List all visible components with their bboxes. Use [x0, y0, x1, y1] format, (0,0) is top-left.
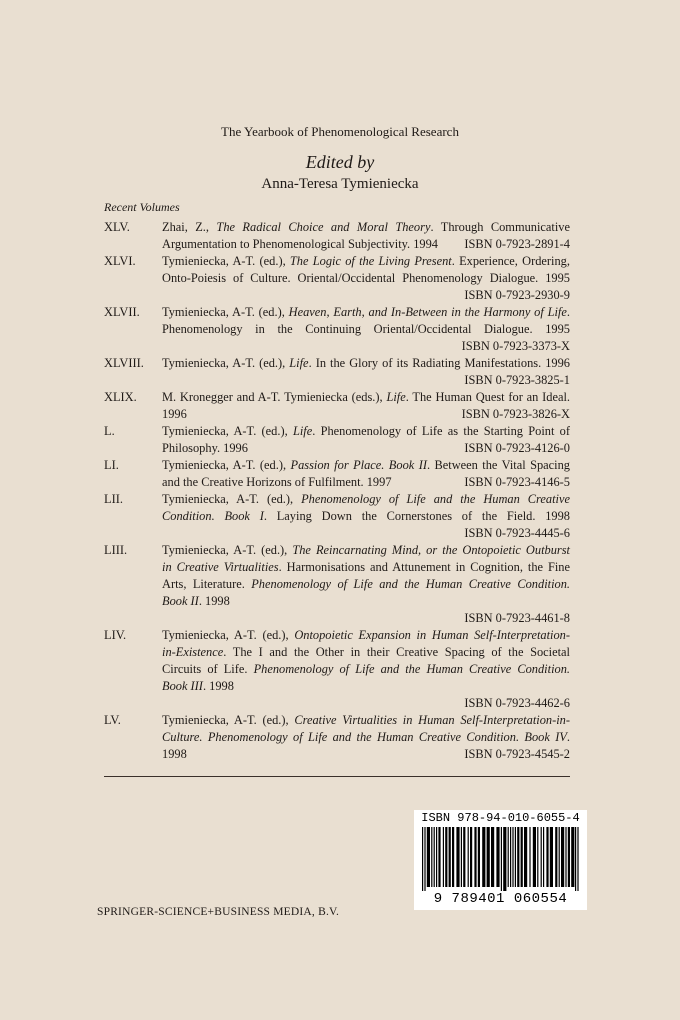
volume-entry [104, 491, 570, 542]
volume-line [162, 729, 570, 746]
volume-isbn: ISBN 0-7923-4146-5 [464, 475, 570, 489]
volume-line-text [162, 406, 187, 423]
barcode-bar [456, 827, 459, 887]
volume-number: L. [104, 424, 115, 438]
volume-title-italic: in-Existence [162, 645, 224, 659]
volume-title-italic: Creative Virtualities in Human Self-Interpretation-in- [294, 713, 570, 727]
volume-description [162, 491, 570, 542]
barcode-bar [533, 827, 536, 887]
volume-text: Onto-Poiesis of Culture. Oriental/Occidental Phenomenology Dialogue. 1995 [162, 271, 570, 285]
barcode-bar [550, 827, 553, 887]
volume-title-italic: Culture. Phenomenology of Life and the Human Creative Condition. Book IV [162, 730, 567, 744]
volume-line [162, 474, 570, 491]
volume-title-italic: Book III [162, 679, 203, 693]
volume-isbn: ISBN 0-7923-4126-0 [464, 441, 570, 455]
volume-line [162, 661, 570, 678]
volume-line [162, 559, 570, 576]
volume-line-text [162, 440, 248, 457]
volume-line [162, 457, 570, 474]
volume-title-italic: Life [386, 390, 406, 404]
volume-text: Tymieniecka, A-T. (ed.), [162, 305, 289, 319]
volume-text: Tymieniecka, A-T. (ed.), [162, 356, 290, 370]
volume-entry [104, 219, 570, 253]
volume-title-italic: Phenomenology of Life and the Human Creative Condition. [251, 577, 571, 591]
volume-number: LI. [104, 458, 119, 472]
barcode-bar [443, 827, 444, 887]
volume-line [162, 253, 570, 270]
volume-text: . Phenomenology of Life as the Starting Point of [312, 424, 570, 438]
volume-text: . Through Communicative [430, 220, 570, 234]
barcode-bar [555, 827, 557, 887]
volume-title-italic: Phenomenology of Life and the Human Creative [301, 492, 570, 506]
barcode-digits: 9 789401 060554 [433, 891, 568, 907]
volume-number: XLIX. [104, 390, 137, 404]
volume-isbn: ISBN 0-7923-3373-X [461, 339, 570, 353]
barcode-bar [561, 827, 564, 887]
volume-entry [104, 355, 570, 389]
volume-text: 1998 [162, 747, 187, 761]
volume-description [162, 712, 570, 763]
volume-title-italic: Life [292, 424, 313, 438]
barcode-bars [420, 827, 581, 891]
volume-title-italic: Passion for Place. Book II [290, 458, 427, 472]
volume-entry [104, 542, 570, 627]
divider-rule [104, 776, 570, 777]
volume-text: Tymieniecka, A-T. (ed.), [162, 424, 293, 438]
volume-description [162, 219, 570, 253]
volume-isbn: ISBN 0-7923-4461-8 [464, 611, 570, 625]
barcode-bar [436, 827, 437, 887]
barcode-bar [510, 827, 511, 887]
barcode-bar [524, 827, 527, 887]
barcode-bar [565, 827, 566, 887]
barcode-bar [577, 827, 578, 891]
volume-text: 1996 [162, 407, 187, 421]
barcode-bar [482, 827, 485, 887]
barcode-bar [431, 827, 432, 887]
volume-entry [104, 389, 570, 423]
volume-isbn: ISBN 0-7923-4462-6 [464, 696, 570, 710]
barcode-bar [543, 827, 544, 887]
volume-entry [104, 712, 570, 763]
volume-line [162, 219, 570, 236]
barcode-bar [512, 827, 513, 887]
volume-text: . In the Glory of its Radiating Manifestations. 1996 [308, 356, 570, 370]
barcode-bar [438, 827, 440, 887]
volume-line [162, 542, 570, 559]
volume-line [162, 236, 570, 253]
volume-text: . Harmonisations and Attunement in Cognition, the Fine [278, 560, 570, 574]
barcode-bar [521, 827, 523, 887]
volume-entry [104, 304, 570, 355]
barcode-bar [541, 827, 542, 887]
volume-text: Tymieniecka, A-T. (ed.), [162, 543, 293, 557]
volume-text: Tymieniecka, A-T. (ed.), [162, 458, 291, 472]
barcode-bar [434, 827, 435, 887]
volume-number: LV. [104, 713, 121, 727]
volume-text: and the Creative Horizons of Fulfilment. 1997 [162, 475, 392, 489]
barcode-bar [559, 827, 560, 887]
barcode-bar [452, 827, 454, 887]
volume-line [162, 406, 570, 423]
volume-description [162, 355, 570, 389]
barcode-bar [501, 827, 502, 891]
volume-line-text [162, 474, 392, 491]
barcode-bar [449, 827, 451, 887]
volume-number: XLVI. [104, 254, 136, 268]
barcode-bar [474, 827, 476, 887]
volume-entry [104, 253, 570, 304]
volume-line [162, 678, 570, 695]
volume-line [162, 440, 570, 457]
barcode-bar [517, 827, 519, 887]
volume-title-italic: Phenomenology of Life and the Human Creative Condition. [253, 662, 570, 676]
barcode-bar [568, 827, 570, 887]
volume-title-italic: The Reincarnating Mind, or the Ontopoietic Outburst [292, 543, 570, 557]
volume-text: Philosophy. 1996 [162, 441, 248, 455]
volume-line [162, 593, 570, 610]
volume-title-italic: Life [289, 356, 309, 370]
barcode-bar [461, 827, 462, 887]
volume-text: Arts, Literature. [162, 577, 252, 591]
barcode-bar [427, 827, 430, 887]
barcode-bar [546, 827, 548, 887]
volume-isbn: ISBN 0-7923-2930-9 [464, 288, 570, 302]
volume-isbn: ISBN 0-7923-3825-1 [464, 373, 570, 387]
volume-number: XLV. [104, 220, 130, 234]
volume-description [162, 627, 570, 712]
volume-entry [104, 423, 570, 457]
volume-text: M. Kronegger and A-T. Tymieniecka (eds.), [162, 390, 387, 404]
series-title: The Yearbook of Phenomenological Research [221, 124, 459, 139]
volume-text: . [566, 305, 570, 319]
volume-line [162, 712, 570, 729]
barcode-bar [491, 827, 494, 887]
isbn-barcode [414, 810, 587, 910]
barcode-bar [571, 827, 574, 887]
volume-line [162, 746, 570, 763]
volume-line [162, 627, 570, 644]
barcode-bar [468, 827, 469, 887]
volume-line [162, 491, 570, 508]
volume-line [162, 270, 570, 287]
barcode-bar [508, 827, 509, 887]
barcode-bar [496, 827, 499, 887]
volume-title-italic: Ontopoietic Expansion in Human Self-Interpretation- [294, 628, 570, 642]
barcode-isbn-text: ISBN 978-94-010-6055-4 [421, 811, 580, 825]
barcode-bar [463, 827, 465, 887]
volume-description [162, 457, 570, 491]
volume-text: . Experience, Ordering, [451, 254, 570, 268]
barcode-bar [537, 827, 538, 887]
volume-description [162, 542, 570, 627]
barcode-bar [487, 827, 490, 887]
volume-title-italic: Condition. Book I [162, 509, 264, 523]
volume-line [162, 355, 570, 372]
barcode-bar [424, 827, 425, 891]
volume-line [162, 576, 570, 593]
barcode-bar [445, 827, 447, 887]
volume-isbn: ISBN 0-7923-3826-X [461, 407, 570, 421]
volume-isbn: ISBN 0-7923-4545-2 [464, 747, 570, 761]
volume-title-italic: Heaven, Earth, and In-Between in the Harmony of Life [288, 305, 567, 319]
volume-text: Tymieniecka, A-T. (ed.), [162, 713, 295, 727]
volume-line [162, 321, 570, 338]
volume-entry [104, 627, 570, 712]
volume-text: . The I and the Other in their Creative Spacing of the Societal [223, 645, 570, 659]
volume-text: Tymieniecka, A-T. (ed.), [162, 254, 290, 268]
barcode-bar [529, 827, 530, 887]
volume-text: Tymieniecka, A-T. (ed.), [162, 628, 295, 642]
volume-line [162, 508, 570, 525]
volume-number: LIV. [104, 628, 127, 642]
volume-description [162, 304, 570, 355]
volume-title-italic: Book II [162, 594, 199, 608]
barcode-bar [515, 827, 516, 887]
volume-list [104, 219, 570, 763]
barcode-bar [575, 827, 576, 891]
volume-text: Zhai, Z., [162, 220, 217, 234]
volume-isbn: ISBN 0-7923-4445-6 [464, 526, 570, 540]
editor-name: Anna-Teresa Tymieniecka [261, 176, 419, 192]
volume-line [162, 389, 570, 406]
volume-entry [104, 457, 570, 491]
volume-description [162, 423, 570, 457]
volume-text: Tymieniecka, A-T. (ed.), [162, 492, 302, 506]
barcode-bar [478, 827, 480, 887]
volume-text: Argumentation to Phenomenological Subjectivity. 1994 [162, 237, 438, 251]
volume-title-italic: The Radical Choice and Moral Theory [216, 220, 431, 234]
volume-description [162, 389, 570, 423]
volume-number: XLVIII. [104, 356, 144, 370]
volume-text: . The Human Quest for an Ideal. [405, 390, 570, 404]
volume-number: LII. [104, 492, 123, 506]
volume-text: Circuits of Life. [162, 662, 254, 676]
barcode-bar [503, 827, 506, 891]
volume-line-text [162, 746, 187, 763]
volume-isbn: ISBN 0-7923-2891-4 [464, 237, 570, 251]
barcode-bar [470, 827, 472, 887]
volume-text: . Between the Vital Spacing [426, 458, 570, 472]
volume-number: LIII. [104, 543, 128, 557]
recent-volumes-label: Recent Volumes [104, 200, 180, 214]
volume-title-italic: The Logic of the Living Present [289, 254, 452, 268]
volume-number: XLVII. [104, 305, 140, 319]
volume-text: Phenomenology in the Continuing Oriental/Occidental Dialogue. 1995 [162, 322, 570, 336]
volume-text: . [566, 730, 570, 744]
volume-line [162, 304, 570, 321]
volume-text: . Laying Down the Cornerstones of the Field. 1998 [263, 509, 570, 523]
volume-text: . 1998 [202, 679, 234, 693]
volume-line-text [162, 236, 438, 253]
volume-line [162, 644, 570, 661]
volume-title-italic: in Creative Virtualities [162, 560, 279, 574]
volume-description [162, 253, 570, 304]
volume-line [162, 423, 570, 440]
barcode-bar [422, 827, 423, 891]
edited-by-heading: Edited by [305, 152, 375, 172]
volume-text: . 1998 [198, 594, 230, 608]
publisher-name: SPRINGER-SCIENCE+BUSINESS MEDIA, B.V. [97, 906, 340, 918]
